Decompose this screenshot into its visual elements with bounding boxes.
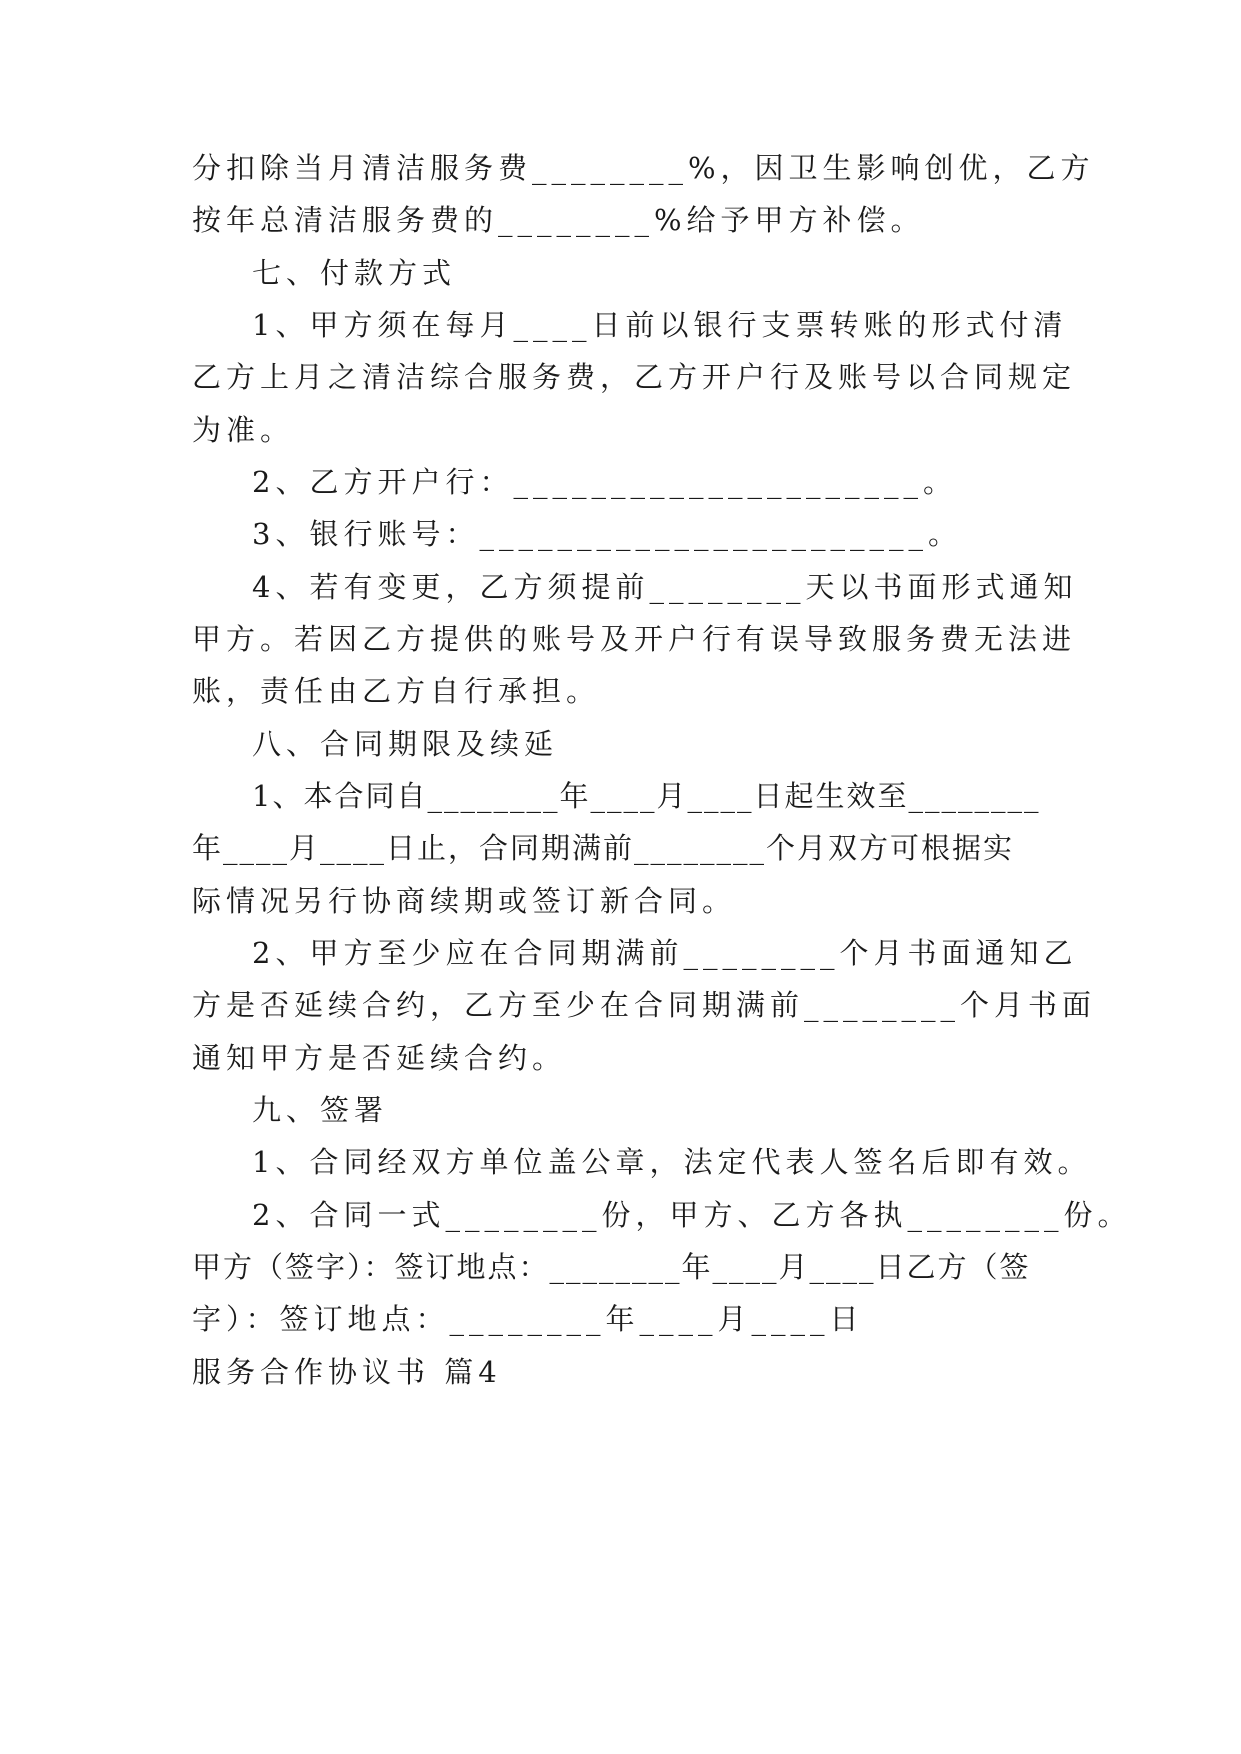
section-heading-payment: 七、付款方式 — [252, 256, 457, 290]
text-line: 2、乙方开户行：_____________________。 — [252, 465, 957, 499]
text-line: 按年总清洁服务费的________%给予甲方补偿。 — [192, 203, 925, 237]
text-line: 甲方。若因乙方提供的账号及开户行有误导致服务费无法进 — [192, 622, 1077, 656]
text-line: 乙方上月之清洁综合服务费，乙方开户行及账号以合同规定 — [192, 360, 1077, 394]
section-heading-signature: 九、签署 — [252, 1093, 389, 1127]
text-line: 3、银行账号：_______________________。 — [252, 517, 962, 551]
signature-line: 甲方（签字）：签订地点：________年____月____日乙方（签 — [192, 1250, 1031, 1284]
signature-line: 字）：签订地点：________年____月____日 — [192, 1302, 864, 1336]
text-line: 际情况另行协商续期或签订新合同。 — [192, 884, 737, 918]
text-line: 年____月____日止，合同期满前________个月双方可根据实 — [192, 831, 1015, 865]
text-line: 方是否延续合约，乙方至少在合同期满前________个月书面 — [192, 988, 1097, 1022]
text-line: 为准。 — [192, 413, 295, 447]
text-line: 2、合同一式________份，甲方、乙方各执________份。 — [252, 1198, 1132, 1232]
next-section-title: 服务合作协议书 篇4 — [192, 1355, 502, 1389]
text-line: 通知甲方是否延续合约。 — [192, 1041, 567, 1075]
text-line: 1、本合同自________年____月____日起生效至________ — [252, 779, 1041, 813]
text-line: 1、甲方须在每月____日前以银行支票转账的形式付清 — [252, 308, 1068, 342]
section-heading-term: 八、合同期限及续延 — [252, 727, 559, 761]
text-line: 2、甲方至少应在合同期满前________个月书面通知乙 — [252, 936, 1078, 970]
text-line: 4、若有变更，乙方须提前________天以书面形式通知 — [252, 570, 1078, 604]
text-line: 账，责任由乙方自行承担。 — [192, 674, 601, 708]
text-line: 分扣除当月清洁服务费________%，因卫生影响创优，乙方 — [192, 151, 1095, 185]
text-line: 1、合同经双方单位盖公章，法定代表人签名后即有效。 — [252, 1145, 1092, 1179]
